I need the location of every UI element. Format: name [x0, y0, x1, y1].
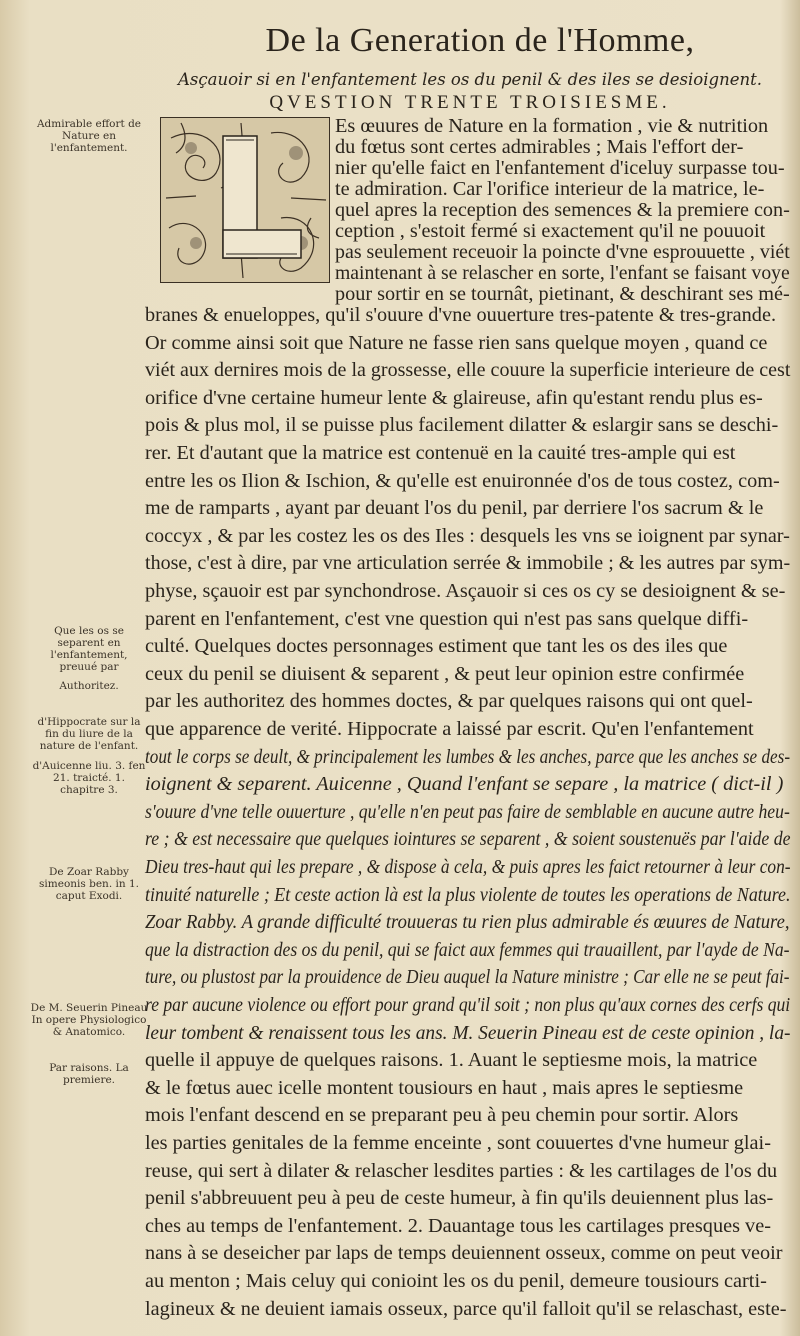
margin-note-pineau: De M. Seuerin Pineau In opere Physiologico & Anatomico.	[30, 1002, 148, 1038]
text-line: re par aucune violence ou effort pour grand qu'il soit ; non plus qu'aux cornes des cerfs qui	[145, 994, 791, 1016]
text-line: pour sortir en se tournât, pietinant, & deschirant ses mé-	[335, 283, 790, 305]
text-line: ception , s'estoit fermé si exactement qu'il ne pouuoit	[335, 220, 766, 242]
decorated-initial-l	[160, 117, 330, 283]
text-line: ches au temps de l'enfantement. 2. Dauantage tous les cartilages presques ve-	[145, 1214, 771, 1237]
text-line: les parties genitales de la femme enceinte , sont couuertes d'vne humeur glai-	[145, 1132, 771, 1154]
text-line: re ; & est necessaire que quelques iointures se separent , & soient soustenuës par l'aide de	[145, 828, 791, 851]
text-line: penil s'abbreuuent peu à peu de ceste humeur, à fin qu'ils deuiennent plus las-	[145, 1187, 774, 1210]
text-line: Zoar Rabby. A grande difficulté trouueras tu rien plus admirable és œuures de Nature,	[145, 911, 790, 934]
text-line: que apparence de verité. Hippocrate a laissé par escrit. Qu'en l'enfantement	[145, 718, 754, 740]
text-line: pois & plus mol, il se puisse plus facilement dilatter & eslargir sans se deschi-	[145, 414, 779, 437]
text-line: Or comme ainsi soit que Nature ne fasse rien sans quelque moyen , quand ce	[145, 331, 768, 354]
margin-note-zoar: De Zoar Rabby simeonis ben. in 1. caput Exodi.	[39, 866, 139, 902]
text-line: nans à se deseicher par laps de temps deuiennent osseux, comme on peut veoir	[145, 1242, 783, 1265]
text-line: ioignent & separent. Auicenne , Quand l'enfant se separe , la matrice ( dict-il )	[145, 773, 784, 796]
margin-note-authoritez: Authoritez.	[59, 680, 119, 692]
text-line: quel apres la reception des semences & la premiere con-	[335, 199, 790, 221]
chapter-subtitle: Asçauoir si en l'enfantement les os du penil & des iles se desioignent.	[178, 70, 762, 89]
text-line: branes & enueloppes, qu'il s'ouure d'vne ouuerture tres-patente & tres-grande.	[145, 304, 777, 326]
text-line: culté. Quelques doctes personnages estiment que tant les os des iles que	[145, 635, 728, 658]
text-line: entre les os Ilion & Ischion, & qu'elle est enuironnée d'os de tous costez, com-	[145, 469, 780, 492]
text-line: mois l'enfant descend en se preparant peu à peu chemin pour sortir. Alors	[145, 1104, 739, 1127]
text-line: reuse, qui sert à dilater & relascher lesdites parties : & les cartilages de l'os du	[145, 1159, 778, 1182]
text-line: nier qu'elle faict en l'enfantement d'iceluy surpasse tou-	[335, 157, 785, 179]
text-line: ture, ou plustost par la prouidence de Dieu auquel la Nature ministre ; Car elle ne se peut fai-	[145, 966, 790, 989]
text-line: me de ramparts , ayant par deuant l'os du penil, par derriere l'os sacrum & le	[145, 497, 764, 520]
margin-note-effort: Admirable effort de Nature en l'enfantement.	[36, 118, 142, 154]
question-heading: QVESTION TRENTE TROISIESME.	[269, 92, 671, 113]
running-head: De la Generation de l'Homme,	[265, 22, 695, 59]
text-line: tinuité naturelle ; Et ceste action là est la plus violente de toutes les operations de Nature.	[145, 883, 791, 906]
text-line: rer. Et d'autant que la matrice est contenuë en la cauité tres-ample qui est	[145, 442, 736, 464]
text-line: orifice d'vne certaine humeur lente & glaireuse, afin qu'estant rendu plus es-	[145, 386, 763, 409]
text-line: quelle il appuye de quelques raisons. 1. Auant le septiesme mois, la matrice	[145, 1049, 758, 1072]
margin-note-hippocrate: d'Hippocrate sur la fin du liure de la nature de l'enfant.	[37, 716, 141, 752]
text-line: parent en l'enfantement, c'est vne question qui n'est pas sans quelque diffi-	[145, 607, 749, 630]
text-line: par les authoritez des hommes doctes, & par quelques raisons qui ont quel-	[145, 690, 753, 713]
text-line: & le fœtus auec icelle montent tousiours en haut , mais apres le septiesme	[145, 1076, 744, 1099]
text-line: coccyx , & par les costez les os des Iles : desquels les vns se ioignent par synar-	[145, 524, 790, 547]
text-line: que la distraction des os du penil, qui se faict aux femmes qui trauaillent, par l'ayde de Na-	[145, 938, 790, 961]
text-line: s'ouure d'vne telle ouuerture , qu'elle n'en peut pas faire de semblable en aucune autre heu-	[145, 800, 790, 823]
text-line: au menton ; Mais celuy qui conioint les os du penil, demeure tousiours carti-	[145, 1270, 767, 1292]
margin-note-raisons: Par raisons. La premiere.	[49, 1062, 129, 1086]
text-line: viét aux dernires mois de la grossesse, elle couure la superficie interieure de cest	[145, 359, 791, 382]
text-line: pas seulement receuoir la poincte d'vne esprouuette , viét	[335, 241, 790, 263]
text-line: physe, sçauoir est par synchondrose. Asçauoir si ces os cy se desioignent & se-	[145, 580, 786, 602]
text-line: those, c'est à dire, par vne articulation serrée & immobile ; & les autres par sym-	[145, 552, 791, 575]
text-line: Es œuures de Nature en la formation , vie & nutrition	[335, 115, 769, 137]
margin-note-auicenne: d'Auicenne liu. 3. fen 21. traicté. 1. chapitre 3.	[32, 760, 146, 796]
margin-note-os-separent: Que les os se separent en l'enfantement, preuué par	[50, 625, 128, 673]
text-line: leur tombent & renaissent tous les ans. M. Seuerin Pineau est de ceste opinion , la-	[145, 1021, 791, 1044]
text-line: lagineux & ne deuient iamais osseux, parce qu'il falloit qu'il se relaschast, este-	[145, 1297, 787, 1320]
ornament-illustration	[161, 118, 329, 282]
text-line: tout le corps se deult, & principalement les lumbes & les anches, parce que les anches se des-	[145, 745, 791, 768]
text-line: ceux du penil se diuisent & separent , & peut leur opinion estre confirmée	[145, 662, 745, 685]
text-line: maintenant à se relascher en sorte, l'enfant se faisant voye	[335, 262, 790, 284]
text-line: du fœtus sont certes admirables ; Mais l'effort der-	[335, 136, 744, 158]
text-line: Dieu tres-haut qui les prepare , & dispose à cela, & puis apres les faict retourner à leur con-	[145, 856, 791, 878]
text-line: te admiration. Car l'orifice interieur de la matrice, le-	[335, 178, 765, 200]
